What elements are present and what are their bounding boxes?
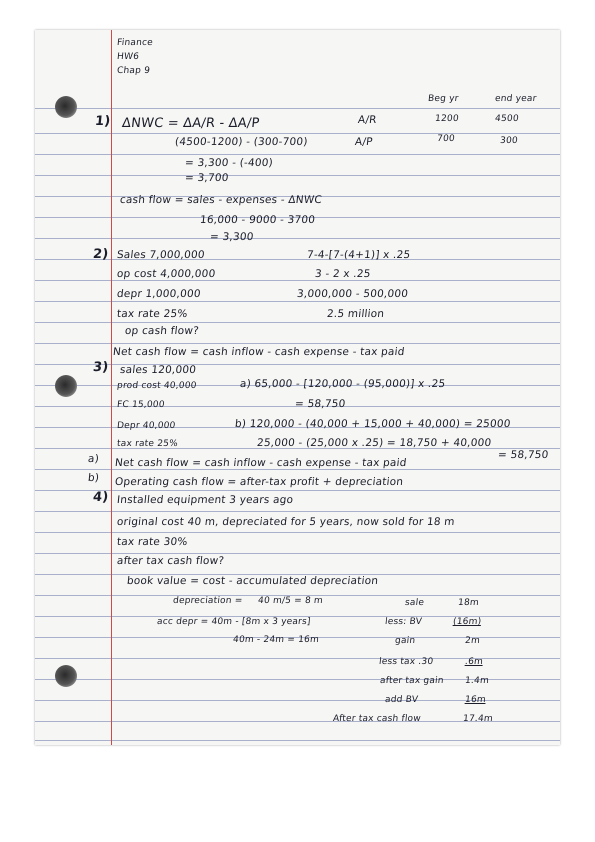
ruled-line — [35, 740, 560, 741]
q3-operating-cashflow-def: Operating cash flow = after-tax profit + depreciation — [114, 476, 404, 488]
ruled-line — [35, 469, 560, 470]
q4-row-add-bv-value: 16m — [464, 695, 487, 705]
q3-depreciation: Depr 40,000 — [116, 421, 176, 431]
q1-ap-begin: 700 — [436, 134, 456, 144]
q3-part-b-calc: b) 120,000 - (40,000 + 15,000 + 40,000) = 25000 — [234, 418, 512, 430]
ruled-line — [35, 301, 560, 302]
q4-row-sale-value: 18m — [457, 598, 480, 608]
q1-calc-line-4: = 3,700 — [184, 172, 230, 184]
header-course: Finance — [116, 38, 154, 48]
q3-part-b-label: b) — [87, 472, 100, 484]
q3-net-cashflow-note: Net cash flow = cash inflow - cash expense - tax paid — [112, 346, 406, 358]
q4-row-sale-label: sale — [404, 598, 425, 608]
q4-row-less-tax-value: .6m — [464, 657, 484, 667]
ruled-line — [35, 532, 560, 533]
q1-ap-end: 300 — [499, 136, 519, 146]
q3-prod-cost: prod cost 40,000 — [116, 381, 198, 391]
q3-net-cashflow-def: Net cash flow = cash inflow - cash expense - tax paid — [114, 457, 408, 469]
margin-line — [111, 30, 112, 745]
ruled-line — [35, 280, 560, 281]
column-end-year: end year — [494, 94, 538, 104]
q2-sales: Sales 7,000,000 — [116, 249, 206, 261]
ruled-line — [35, 364, 560, 365]
ruled-line — [35, 108, 560, 109]
q1-ar-end: 4500 — [494, 114, 520, 124]
question-2-number: 2) — [92, 247, 110, 262]
q1-calc-line-2: (4500-1200) - (300-700) — [174, 136, 309, 148]
q2-calc-2: 3 - 2 x .25 — [314, 268, 372, 280]
q1-ap-label: A/P — [354, 136, 374, 148]
q4-row-less-tax-label: less tax .30 — [378, 657, 434, 667]
ruled-line — [35, 238, 560, 239]
q4-line-4: after tax cash flow? — [116, 555, 225, 567]
q4-book-value-calc: 40m - 24m = 16m — [232, 635, 320, 645]
q1-cashflow-calc: 16,000 - 9000 - 3700 — [199, 214, 316, 226]
q4-row-after-tax-gain-label: after tax gain — [379, 676, 445, 686]
binder-hole — [55, 665, 77, 687]
q4-line-1: Installed equipment 3 years ago — [116, 494, 294, 506]
q3-part-b-result: = 58,750 — [497, 449, 550, 461]
q4-row-gain-label: gain — [394, 636, 416, 646]
ruled-line — [35, 175, 560, 176]
header-homework: HW6 — [116, 52, 140, 62]
ruled-line — [35, 553, 560, 554]
q3-part-a-result: = 58,750 — [294, 398, 347, 410]
q4-row-after-tax-cashflow-label: After tax cash flow — [332, 714, 422, 724]
q4-row-less-bv-label: less: BV — [384, 617, 423, 627]
question-4-number: 4) — [92, 490, 110, 505]
ruled-line — [35, 154, 560, 155]
q2-op-cost: op cost 4,000,000 — [116, 268, 217, 280]
q1-cashflow-formula: cash flow = sales - expenses - ΔNWC — [119, 194, 323, 206]
notebook-page — [35, 30, 560, 745]
q4-line-3: tax rate 30% — [116, 536, 189, 548]
q4-line-2: original cost 40 m, depreciated for 5 years, now sold for 18 m — [116, 516, 456, 528]
header-chapter: Chap 9 — [116, 66, 151, 76]
q4-row-after-tax-cashflow-value: 17.4m — [462, 714, 494, 724]
q3-tax-rate: tax rate 25% — [116, 439, 179, 449]
q4-row-add-bv-label: add BV — [384, 695, 419, 705]
ruled-line — [35, 322, 560, 323]
q2-calc-4: 2.5 million — [326, 308, 385, 320]
binder-hole — [55, 96, 77, 118]
ruled-line — [35, 343, 560, 344]
ruled-line — [35, 259, 560, 260]
q1-cashflow-result: = 3,300 — [209, 231, 255, 243]
q3-part-a-label: a) — [87, 453, 100, 465]
q4-row-after-tax-gain-value: 1.4m — [464, 676, 490, 686]
question-3-number: 3) — [92, 360, 110, 375]
ruled-line — [35, 133, 560, 134]
question-1-number: 1) — [94, 114, 112, 129]
q1-nwc-formula: ΔNWC = ΔA/R - ΔA/P — [121, 116, 261, 131]
q4-row-gain-value: 2m — [464, 636, 481, 646]
q4-depreciation-label: depreciation = — [172, 596, 243, 606]
q2-tax-rate: tax rate 25% — [116, 308, 189, 320]
q1-calc-line-3: = 3,300 - (-400) — [184, 157, 274, 169]
column-begin-year: Beg yr — [427, 94, 460, 104]
q4-row-less-bv-value: (16m) — [452, 617, 482, 627]
binder-hole — [55, 375, 77, 397]
q2-question: op cash flow? — [124, 325, 200, 337]
q2-depreciation: depr 1,000,000 — [116, 288, 202, 300]
ruled-line — [35, 511, 560, 512]
ruled-line — [35, 490, 560, 491]
q1-ar-label: A/R — [357, 114, 378, 126]
q3-sales: sales 120,000 — [119, 364, 197, 376]
q3-part-b-calc-2: 25,000 - (25,000 x .25) = 18,750 + 40,000 — [256, 437, 492, 449]
q2-calc-1: 7-4-[7-(4+1)] x .25 — [306, 249, 411, 261]
q4-depreciation-value: 40 m/5 = 8 m — [257, 596, 324, 606]
q3-part-a-calc: a) 65,000 - [120,000 - (95,000)] x .25 — [239, 378, 446, 390]
q1-ar-begin: 1200 — [434, 114, 460, 124]
q4-book-value-formula: book value = cost - accumulated depreciation — [126, 575, 379, 587]
q2-calc-3: 3,000,000 - 500,000 — [296, 288, 409, 300]
q3-fixed-cost: FC 15,000 — [116, 400, 166, 410]
q4-accumulated-depreciation: acc depr = 40m - [8m x 3 years] — [156, 617, 312, 627]
